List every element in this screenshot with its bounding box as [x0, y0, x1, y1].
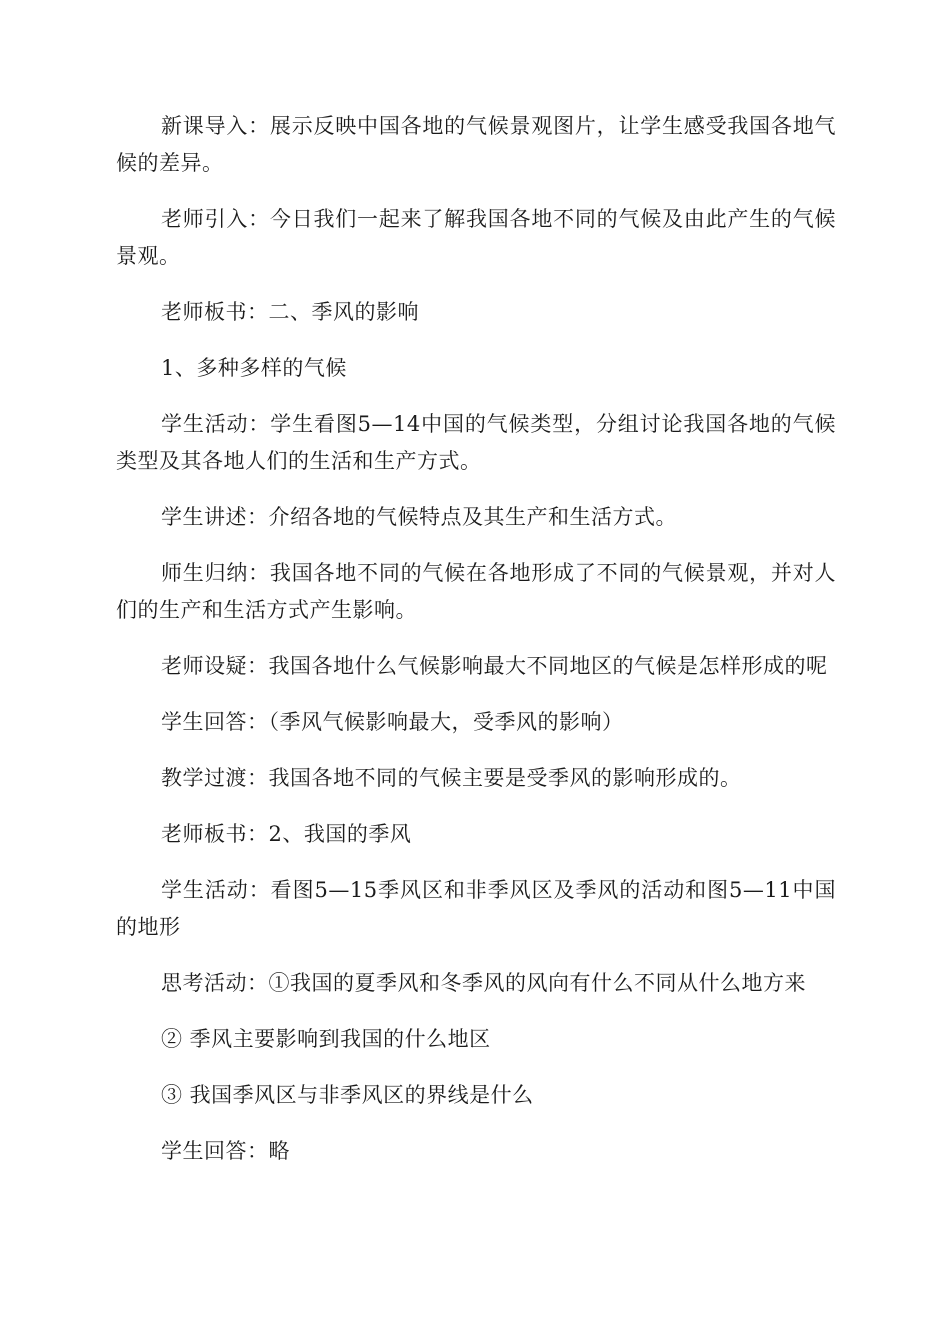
paragraph-question-2: ② 季风主要影响到我国的什么地区 — [161, 1027, 491, 1051]
paragraph-section-1: 1、多种多样的气候 — [161, 356, 347, 380]
paragraph-teacher-intro: 老师引入：今日我们一起来了解我国各地不同的气候及由此产生的气候景观。 — [116, 207, 836, 268]
paragraph-student-talk: 学生讲述：介绍各地的气候特点及其生产和生活方式。 — [161, 505, 677, 529]
paragraph-new-lesson: 新课导入：展示反映中国各地的气候景观图片，让学生感受我国各地气候的差异。 — [116, 114, 836, 175]
paragraph-board-section-2: 老师板书：2、我国的季风 — [161, 822, 412, 846]
document-body — [116, 108, 836, 1189]
paragraph-teacher-question: 老师设疑：我国各地什么气候影响最大不同地区的气候是怎样形成的呢 — [161, 654, 828, 678]
paragraph-student-answer-2: 学生回答：略 — [161, 1139, 290, 1163]
paragraph-board-heading: 老师板书：二、季风的影响 — [161, 300, 419, 324]
paragraph-student-answer: 学生回答：（季风气候影响最大，受季风的影响） — [161, 710, 624, 734]
paragraph-student-activity-2: 学生活动：看图5—15季风区和非季风区及季风的活动和图5—11中国的地形 — [116, 878, 836, 939]
paragraph-student-activity: 学生活动：学生看图5—14中国的气候类型，分组讨论我国各地的气候类型及其各地人们的生活和生产方式。 — [116, 412, 836, 473]
paragraph-transition: 教学过渡：我国各地不同的气候主要是受季风的影响形成的。 — [161, 766, 742, 790]
paragraph-summary: 师生归纳：我国各地不同的气候在各地形成了不同的气候景观，并对人们的生产和生活方式产生影响。 — [116, 561, 836, 622]
paragraph-thinking-activity: 思考活动：①我国的夏季风和冬季风的风向有什么不同从什么地方来 — [161, 971, 806, 995]
paragraph-question-3: ③ 我国季风区与非季风区的界线是什么 — [161, 1083, 534, 1107]
